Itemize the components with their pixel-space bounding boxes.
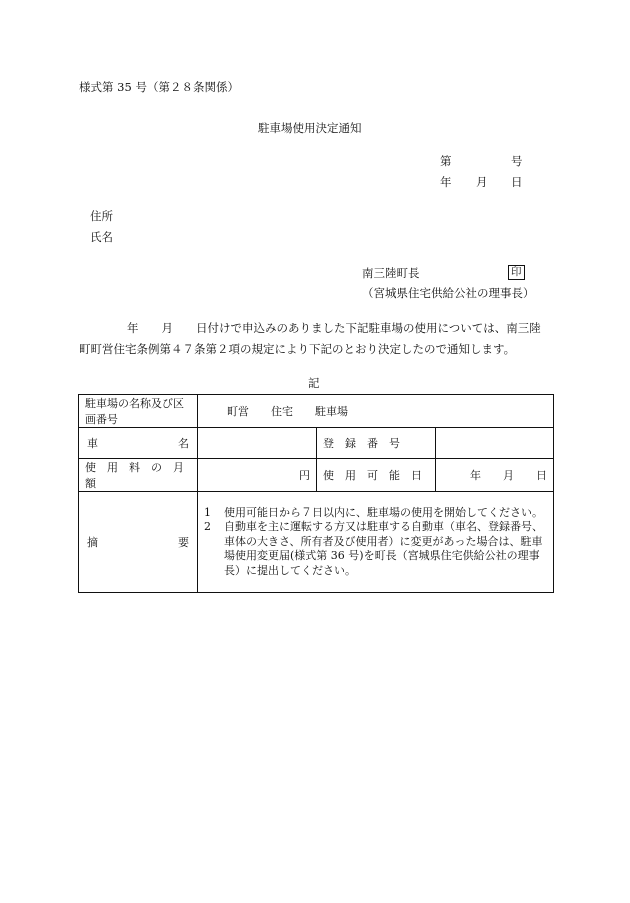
list-item bbox=[204, 506, 547, 521]
registration-number-label: 登 録 番 号 bbox=[317, 428, 436, 459]
remarks-label-b: 要 bbox=[178, 536, 189, 549]
body-text-line-2: 町町営住宅条例第４７条第２項の規定により下記のとおり決定したので通知します。 bbox=[79, 342, 516, 356]
table-row-parking-name bbox=[79, 395, 554, 428]
seal-mark: 印 bbox=[508, 265, 525, 280]
monthly-fee-label: 使 用 料 の 月 額 bbox=[79, 459, 198, 492]
parking-name-value: 町営 住宅 駐車場 bbox=[198, 395, 554, 428]
note-number: 1 bbox=[204, 505, 211, 519]
ki-heading: 記 bbox=[308, 376, 320, 390]
monthly-fee-yen: 円 bbox=[198, 459, 317, 492]
car-name-label-b: 名 bbox=[178, 437, 189, 450]
parking-name-label: 駐車場の名称及び区画番号 bbox=[79, 395, 198, 428]
remarks-notes bbox=[198, 492, 554, 593]
registration-number-value bbox=[436, 428, 554, 459]
details-table bbox=[78, 394, 554, 593]
issuer-subtitle: （宮城県住宅供給公社の理事長） bbox=[362, 286, 535, 300]
form-number: 様式第 35 号（第２８条関係） bbox=[79, 80, 239, 94]
car-name-label-cell bbox=[79, 428, 198, 459]
document-title: 駐車場使用決定通知 bbox=[258, 121, 362, 135]
date-day: 日 bbox=[511, 175, 523, 189]
remarks-label-cell bbox=[79, 492, 198, 593]
doc-number-suffix: 号 bbox=[511, 154, 523, 168]
recipient-address-label: 住所 bbox=[90, 209, 113, 223]
car-name-label-a: 車 bbox=[87, 437, 98, 450]
note-text: 使用可能日から７日以内に、駐車場の使用を開始してください。 bbox=[224, 505, 543, 519]
date-year: 年 bbox=[440, 175, 452, 189]
list-item bbox=[204, 520, 547, 578]
note-text: 自動車を主に運転する方又は駐車する自動車（車名、登録番号、車体の大きさ、所有者及び使用者）に変更があった場合は、駐車場使用変更届(様式第 36 号)を町長（宮城県住宅供給公社の理事長）に提出してください。 bbox=[224, 520, 543, 577]
issuer-name: 南三陸町長 bbox=[362, 266, 420, 280]
usable-date-value: 年 月 日 bbox=[436, 459, 554, 492]
note-number: 2 bbox=[204, 520, 211, 534]
recipient-name-label: 氏名 bbox=[90, 230, 113, 244]
usable-date-label: 使 用 可 能 日 bbox=[317, 459, 436, 492]
body-text-line-1: 年 月 日付けで申込みのありました下記駐車場の使用については、南三陸 bbox=[127, 321, 541, 335]
table-row-remarks bbox=[79, 492, 554, 593]
doc-number-prefix: 第 bbox=[440, 154, 452, 168]
remarks-label-a: 摘 bbox=[87, 536, 98, 549]
table-row-fee bbox=[79, 459, 554, 492]
car-name-value bbox=[198, 428, 317, 459]
date-month: 月 bbox=[476, 175, 488, 189]
table-row-car bbox=[79, 428, 554, 459]
